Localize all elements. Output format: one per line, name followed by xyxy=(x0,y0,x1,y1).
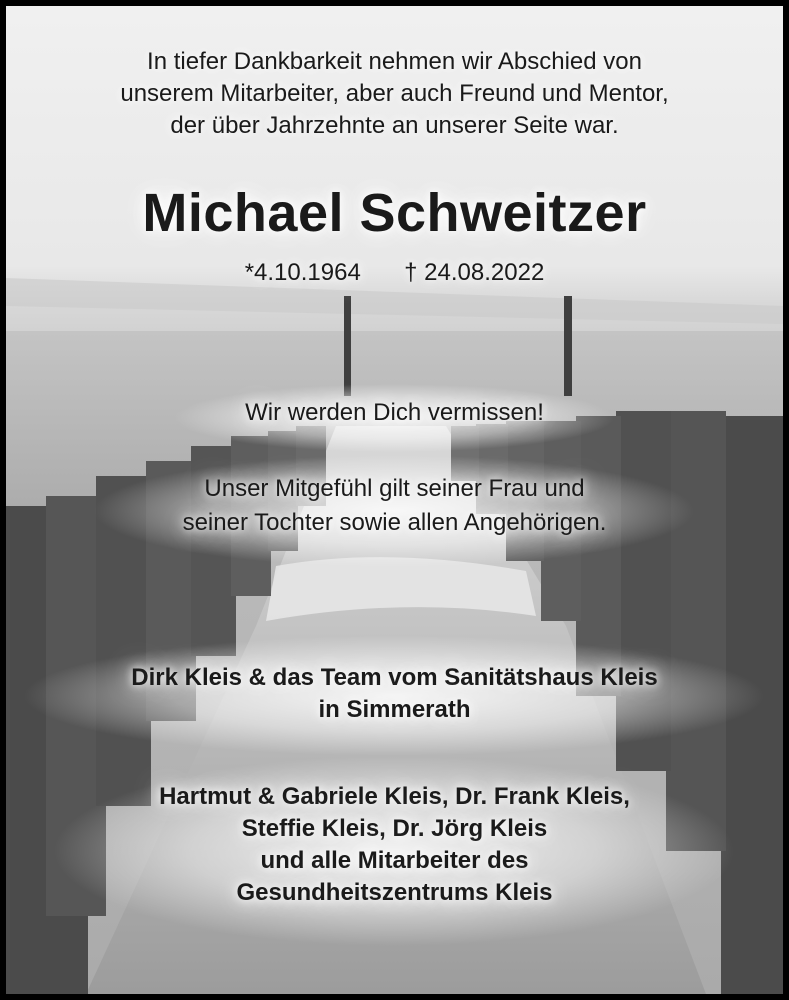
intro-line: unserem Mitarbeiter, aber auch Freund und Mentor, xyxy=(120,80,669,107)
obituary-card xyxy=(6,6,783,994)
death-date: † 24.08.2022 xyxy=(404,259,545,286)
signature-team xyxy=(6,662,783,726)
pole-left xyxy=(344,296,351,396)
condolence-line: Unser Mitgefühl gilt seiner Frau und xyxy=(204,475,585,502)
signature-line: Dirk Kleis & das Team vom Sanitätshaus Kleis xyxy=(131,664,658,691)
condolence-line: seiner Tochter sowie allen Angehörigen. xyxy=(182,509,607,536)
signature-line: Steffie Kleis, Dr. Jörg Kleis xyxy=(241,815,548,842)
life-dates xyxy=(6,258,783,288)
signature-line: Hartmut & Gabriele Kleis, Dr. Frank Kleis, xyxy=(159,783,630,810)
signature-line: in Simmerath xyxy=(318,696,471,723)
signature-family xyxy=(6,781,783,909)
intro-text xyxy=(6,46,783,142)
signature-line: Gesundheitszentrums Kleis xyxy=(236,879,553,906)
farewell-text: Wir werden Dich vermissen! xyxy=(245,399,544,426)
condolence-text xyxy=(6,472,783,540)
deceased-name: Michael Schweitzer xyxy=(142,183,647,243)
signature-line: und alle Mitarbeiter des xyxy=(260,847,529,874)
pole-right xyxy=(564,296,572,396)
intro-line: In tiefer Dankbarkeit nehmen wir Abschied von xyxy=(147,48,642,75)
birth-date: *4.10.1964 xyxy=(244,259,361,286)
intro-line: der über Jahrzehnte an unserer Seite war. xyxy=(170,112,619,139)
